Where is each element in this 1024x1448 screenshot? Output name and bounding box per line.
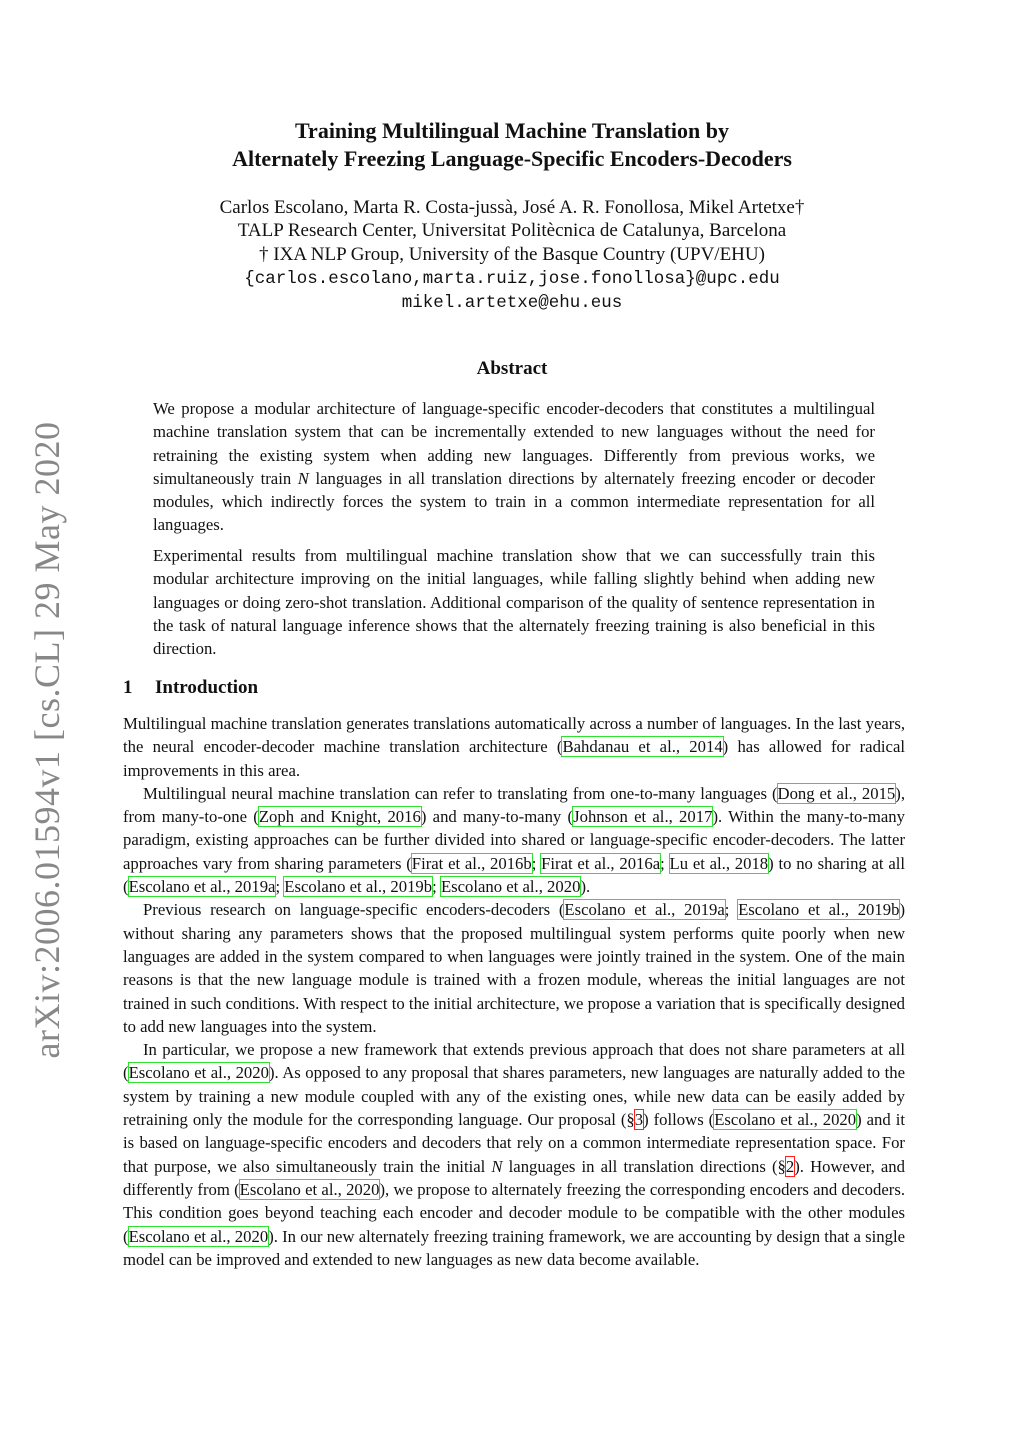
citation-link[interactable]: Firat et al., 2016a <box>541 853 661 873</box>
section-title: Introduction <box>155 677 259 698</box>
paper-title-line-2: Alternately Freezing Language-Specific Encoders-Decoders <box>232 146 792 171</box>
affiliation-ixa: † IXA NLP Group, University of the Basque Country (UPV/EHU) <box>259 244 765 265</box>
citation-link[interactable]: Escolano et al., 2020 <box>128 1226 269 1246</box>
affiliation-talp: TALP Research Center, Universitat Politècnica de Catalunya, Barcelona <box>237 220 787 241</box>
intro-paragraph-1: Multilingual machine translation generates translations automatically across a number of languages. In the last years, the neural encoder-decoder machine translation architecture (Bahdanau et al., 2014) has allowed for radical improvements in this area. <box>123 714 906 780</box>
arxiv-stamp: arXiv:2006.01594v1 [cs.CL] 29 May 2020 <box>27 421 67 1059</box>
citation-link[interactable]: Escolano et al., 2020 <box>239 1179 380 1199</box>
citation-link[interactable]: Escolano et al., 2019b <box>738 900 900 920</box>
abstract-paragraph-1: We propose a modular architecture of language-specific encoder-decoders that constitutes a multilingual machine translation system that can be incrementally extended to new languages without the need for retraining the existing system when adding new languages. Differently from previous works, we simultaneously train N languages in all translation directions by alternately freezing encoder or decoder modules, which indirectly forces the system to train in a common intermediate representation for all languages. <box>153 399 875 535</box>
author-names: Carlos Escolano, Marta R. Costa-jussà, José A. R. Fonollosa, Mikel Artetxe† <box>219 197 805 218</box>
abstract-heading: Abstract <box>476 358 548 379</box>
citation-link[interactable]: Escolano et al., 2019a <box>564 900 725 920</box>
citation-link[interactable]: Escolano et al., 2019a <box>128 877 276 897</box>
paper-title-line-1: Training Multilingual Machine Translation by <box>295 118 729 143</box>
citation-link[interactable]: Firat et al., 2016b <box>411 853 532 873</box>
math-n: N <box>297 468 309 488</box>
intro-paragraph-3: Previous research on language-specific encoders-decoders (Escolano et al., 2019a; Escolano et al., 2019b) without sharing any parameters shows that the proposed multilingual system performs quite poorly when new languages are added in the system compared to when languages were jointly trained in the system. One of the main reasons is that the new language module is trained with a frozen module, whereas the initial languages are not trained in such conditions. With respect to the initial architecture, we propose a variation that is specifically designed to add new languages into the system. <box>123 900 905 1036</box>
citation-link[interactable]: Zoph and Knight, 2016 <box>258 807 421 827</box>
introduction-body <box>123 712 905 1271</box>
citation-link[interactable]: Johnson et al., 2017 <box>573 807 713 827</box>
author-emails-upc: {carlos.escolano,marta.ruiz,jose.fonollosa}@upc.edu <box>244 269 780 289</box>
citation-link[interactable]: Escolano et al., 2020 <box>440 877 581 897</box>
abstract-paragraph-2: Experimental results from multilingual machine translation show that we can successfully train this modular architecture improving on the initial languages, while falling slightly behind when adding new languages or doing zero-shot translation. Additional comparison of the quality of sentence representation in the task of natural language inference shows that the alternately freezing training is also beneficial in this direction. <box>153 546 875 659</box>
intro-paragraph-4: In particular, we propose a new framework that extends previous approach that does not share parameters at all (Escolano et al., 2020). As opposed to any proposal that shares parameters, new languages are naturally added to the system by training a new module coupled with any of the existing ones, while new data can be easily added by retraining only the module for the corresponding language. Our proposal (§3) follows (Escolano et al., 2020) and it is based on language-specific encoders and decoders that rely on a common intermediate representation space. For that purpose, we also simultaneously train the initial N languages in all translation directions (§2). However, and differently from (Escolano et al., 2020), we propose to alternately freezing the corresponding encoders and decoders. This condition goes beyond teaching each encoder and decoder module to be compatible with the other modules (Escolano et al., 2020). In our new alternately freezing training framework, we are accounting by design that a single model can be improved and extended to new languages as new data become available. <box>123 1040 905 1269</box>
math-n: N <box>491 1156 503 1176</box>
author-email-ehu: mikel.artetxe@ehu.eus <box>401 293 623 313</box>
intro-paragraph-2: Multilingual neural machine translation can refer to translating from one-to-many languages (Dong et al., 2015), from many-to-one (Zoph and Knight, 2016) and many-to-many (Johnson et al., 2017). Within the many-to-many paradigm, existing approaches can be further divided into shared or language-specific encoder-decoders. The latter approaches vary from sharing parameters (Firat et al., 2016b; Firat et al., 2016a; Lu et al., 2018) to no sharing at all (Escolano et al., 2019a; Escolano et al., 2019b; Escolano et al., 2020). <box>123 783 906 897</box>
section-number: 1 <box>123 677 133 698</box>
section-ref-link[interactable]: 2 <box>785 1156 795 1176</box>
citation-link[interactable]: Escolano et al., 2020 <box>714 1110 857 1130</box>
citation-link[interactable]: Lu et al., 2018 <box>669 853 769 873</box>
citation-link[interactable]: Bahdanau et al., 2014 <box>562 737 723 757</box>
citation-link[interactable]: Dong et al., 2015 <box>777 783 896 803</box>
citation-link[interactable]: Escolano et al., 2020 <box>128 1063 269 1083</box>
section-ref-link[interactable]: 3 <box>634 1110 644 1130</box>
citation-link[interactable]: Escolano et al., 2019b <box>284 877 433 897</box>
section-heading-introduction <box>123 676 523 700</box>
